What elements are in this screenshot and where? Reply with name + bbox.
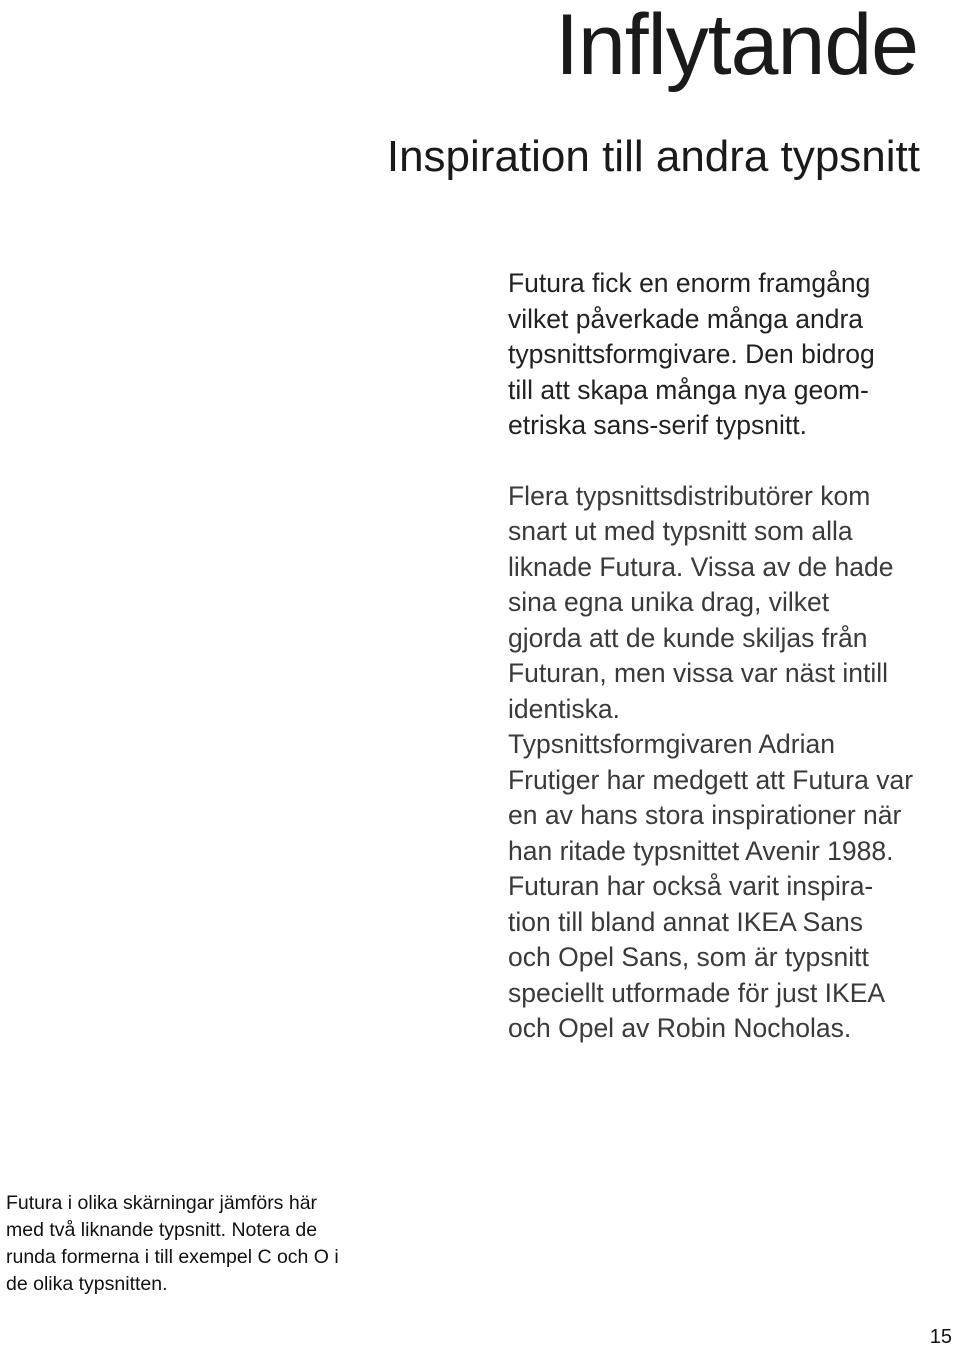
body-text-column — [508, 266, 928, 1047]
page-title: Inflytande — [555, 0, 918, 93]
page-number: 15 — [929, 1326, 952, 1348]
figure-caption: Futura i olika skärningar jämförs här med två liknande typsnitt. Notera de runda formerna i till exempel C och O i de olika typsnitten. — [6, 1192, 339, 1295]
intro-paragraph: Futura fick en enorm framgång vilket påverkade många andra typsnittsformgivare. Den bidrog till att skapa många nya geom- etriska sans-serif typsnitt. — [508, 268, 875, 440]
page-subtitle: Inspiration till andra typsnitt — [386, 132, 920, 181]
main-paragraph: Flera typsnittsdistributörer kom snart ut med typsnitt som alla liknade Futura. Vissa av de hade sina egna unika drag, vilket gjorda att de kunde skiljas från Futuran, men vissa var näst intill identiska. Typsnittsformgivaren Adrian Frutiger har medgett att Futura var en av hans stora inspirationer när han ritade typsnittet Avenir 1988. Futuran har också varit inspira- tion till bland annat IKEA Sans och Opel Sans, som är typsnitt speciellt utformade för just IKEA och Opel av Robin Nocholas. — [508, 480, 914, 1043]
